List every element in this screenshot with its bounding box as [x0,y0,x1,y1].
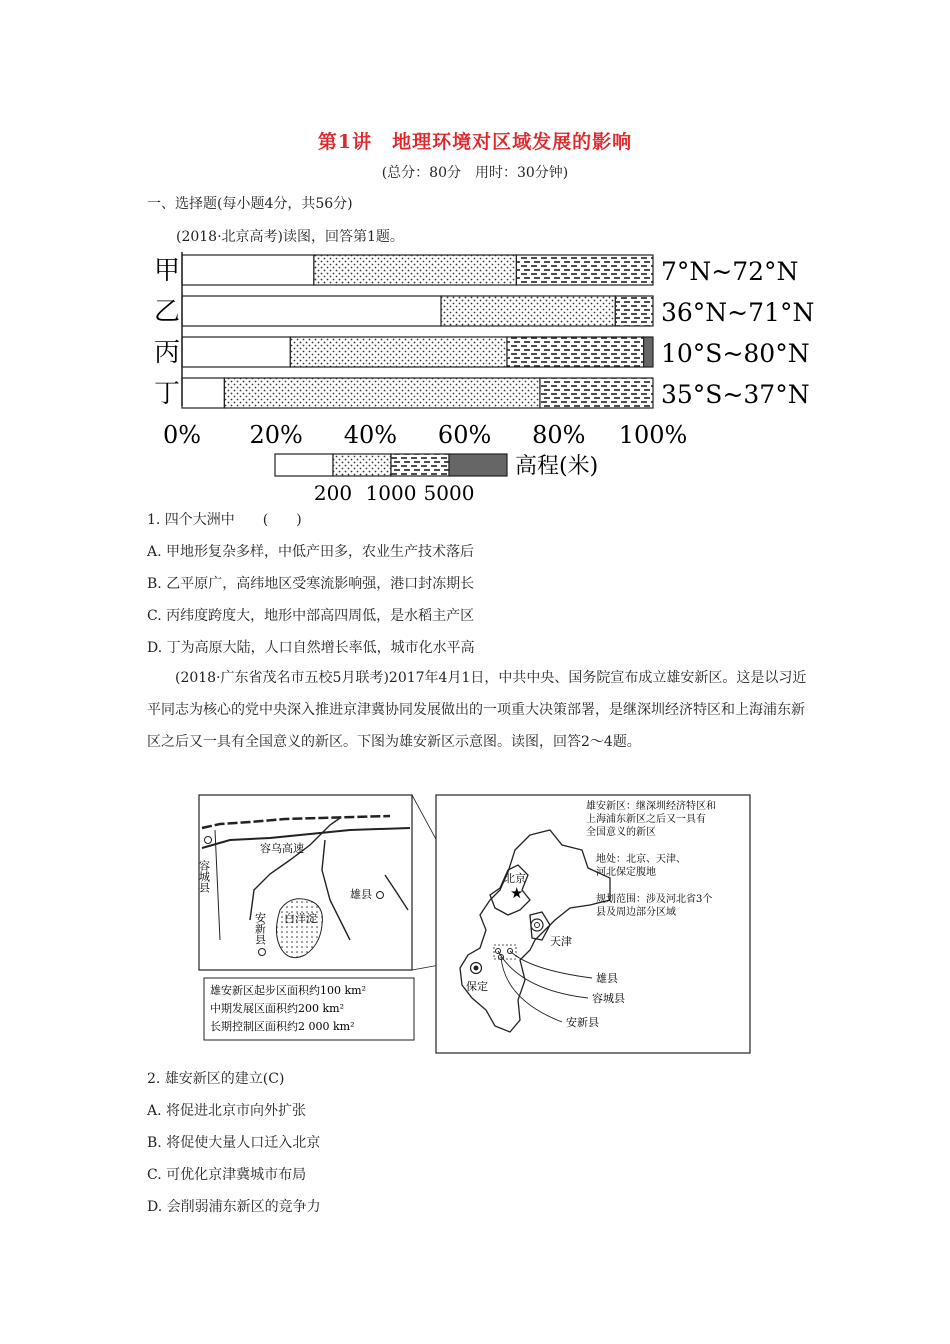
anxin-marker [259,949,266,956]
chart-category-label: 甲 [154,256,181,286]
label-rongcheng: 容城县 [197,860,211,893]
label-xiong: 雄县 [350,888,372,901]
question-1-option-d: D. 丁为高原大陆，人口自然增长率低，城市化水平高 [147,640,475,656]
chart-bar-segment [314,255,517,285]
question-2-option-d: D. 会削弱浦东新区的竞争力 [147,1199,321,1215]
baoding-marker-inner [474,966,479,971]
label-beijing: 北京 [504,872,526,885]
chart-bar-segment [615,296,653,326]
pointer-label-xiong: 雄县 [596,972,618,985]
area-line-3: 长期控制区面积约2 000 km² [210,1020,355,1033]
chart-bar-segment [182,337,290,367]
chart-tick-label: 20% [249,421,303,449]
question-1-option-c: C. 丙纬度跨度大，地形中部高四周低，是水稻主产区 [147,608,475,624]
label-tianjin: 天津 [550,935,572,948]
label-road: 容乌高速 [260,842,304,855]
chart-bar-segment [516,255,653,285]
label-baoding: 保定 [466,980,488,993]
chart-bar-segment [441,296,615,326]
question-1-intro: (2018·北京高考)读图，回答第1题。 [176,229,404,245]
page-title: 第1讲 地理环境对区域发展的影响 [317,131,633,153]
chart-category-label: 乙 [154,297,181,327]
legend-swatch [333,454,391,476]
chart-bar-segment [290,337,507,367]
chart-bar-segment [182,255,314,285]
chart-latitude-label: 10°S~80°N [661,339,810,368]
legend-label: 5000 [423,481,475,505]
note-line-3: 全国意义的新区 [586,827,656,838]
page-subtitle: (总分：80分 用时：30分钟) [381,165,569,181]
question-1-option-a: A. 甲地形复杂多样，中低产田多，农业生产技术落后 [147,544,475,560]
chart-tick-label: 40% [343,421,398,449]
pointer-label-rongcheng: 容城县 [592,992,625,1005]
beijing-star-icon: ★ [510,884,524,902]
question-1-option-b: B. 乙平原广，高纬地区受寒流影响强，港口封冻期长 [147,576,475,592]
legend-label: 1000 [365,481,417,505]
chart-category-label: 丙 [154,338,181,368]
chart-bar-segment [224,378,540,408]
question-1-stem: 1. 四个大洲中 ( ) [147,512,302,528]
xiongan-map [190,790,760,1058]
chart-bar-segment [540,378,653,408]
tianjin-marker-inner [535,923,540,928]
elevation-chart [140,248,820,508]
question-2-stem: 2. 雄安新区的建立(C) [147,1071,285,1087]
area-line-2: 中期发展区面积约200 km² [210,1002,344,1015]
question-2-option-a: A. 将促进北京市向外扩张 [147,1103,307,1119]
chart-bar-segment [182,378,224,408]
chart-category-label: 丁 [154,379,181,409]
label-anxin: 安新县 [253,912,267,945]
chart-latitude-label: 36°N~71°N [661,298,815,327]
note-line-1: 雄安新区：继深圳经济特区和 [586,801,716,812]
legend-swatch [391,454,449,476]
note-line-2: 上海浦东新区之后又一具有 [586,814,706,825]
pointer-label-anxin: 安新县 [566,1016,599,1029]
chart-tick-label: 60% [437,421,492,449]
note-line-4: 地处：北京、天津、 [596,854,686,865]
legend-title: 高程(米) [515,454,599,479]
chart-bar-segment [507,337,644,367]
chart-tick-label: 80% [532,421,586,449]
legend-label: 200 [313,481,353,505]
legend-swatch [449,454,507,476]
chart-bar-segment [644,337,653,367]
note-line-7: 县及周边部分区域 [596,907,676,918]
label-lake: 白洋淀 [284,912,317,925]
legend-swatch [275,454,333,476]
chart-latitude-label: 7°N~72°N [661,257,799,286]
rongcheng-marker [205,837,212,844]
question-2-option-b: B. 将促使大量人口迁入北京 [147,1135,321,1151]
passage-text: (2018·广东省茂名市五校5月联考)2017年4月1日，中共中央、国务院宣布成立雄安新区。这是以习近平同志为核心的党中央深入推进京津冀协同发展做出的一项重大决策部署，是继深圳经济特区和上海浦东新区之后又一具有全国意义的新区。下图为雄安新区示意图。读图，回答2～4题。 [147,670,807,750]
chart-tick-label: 100% [618,421,688,449]
note-line-6: 规划范围：涉及河北省3个 [596,894,713,905]
note-line-5: 河北保定腹地 [596,867,656,878]
xiong-marker [377,892,384,899]
question-2-option-c: C. 可优化京津冀城市布局 [147,1167,307,1183]
chart-bar-segment [182,296,441,326]
section-heading: 一、选择题(每小题4分，共56分) [147,196,353,212]
chart-tick-label: 0% [162,421,202,449]
chart-latitude-label: 35°S~37°N [661,380,810,409]
area-line-1: 雄安新区起步区面积约100 km² [210,984,366,997]
